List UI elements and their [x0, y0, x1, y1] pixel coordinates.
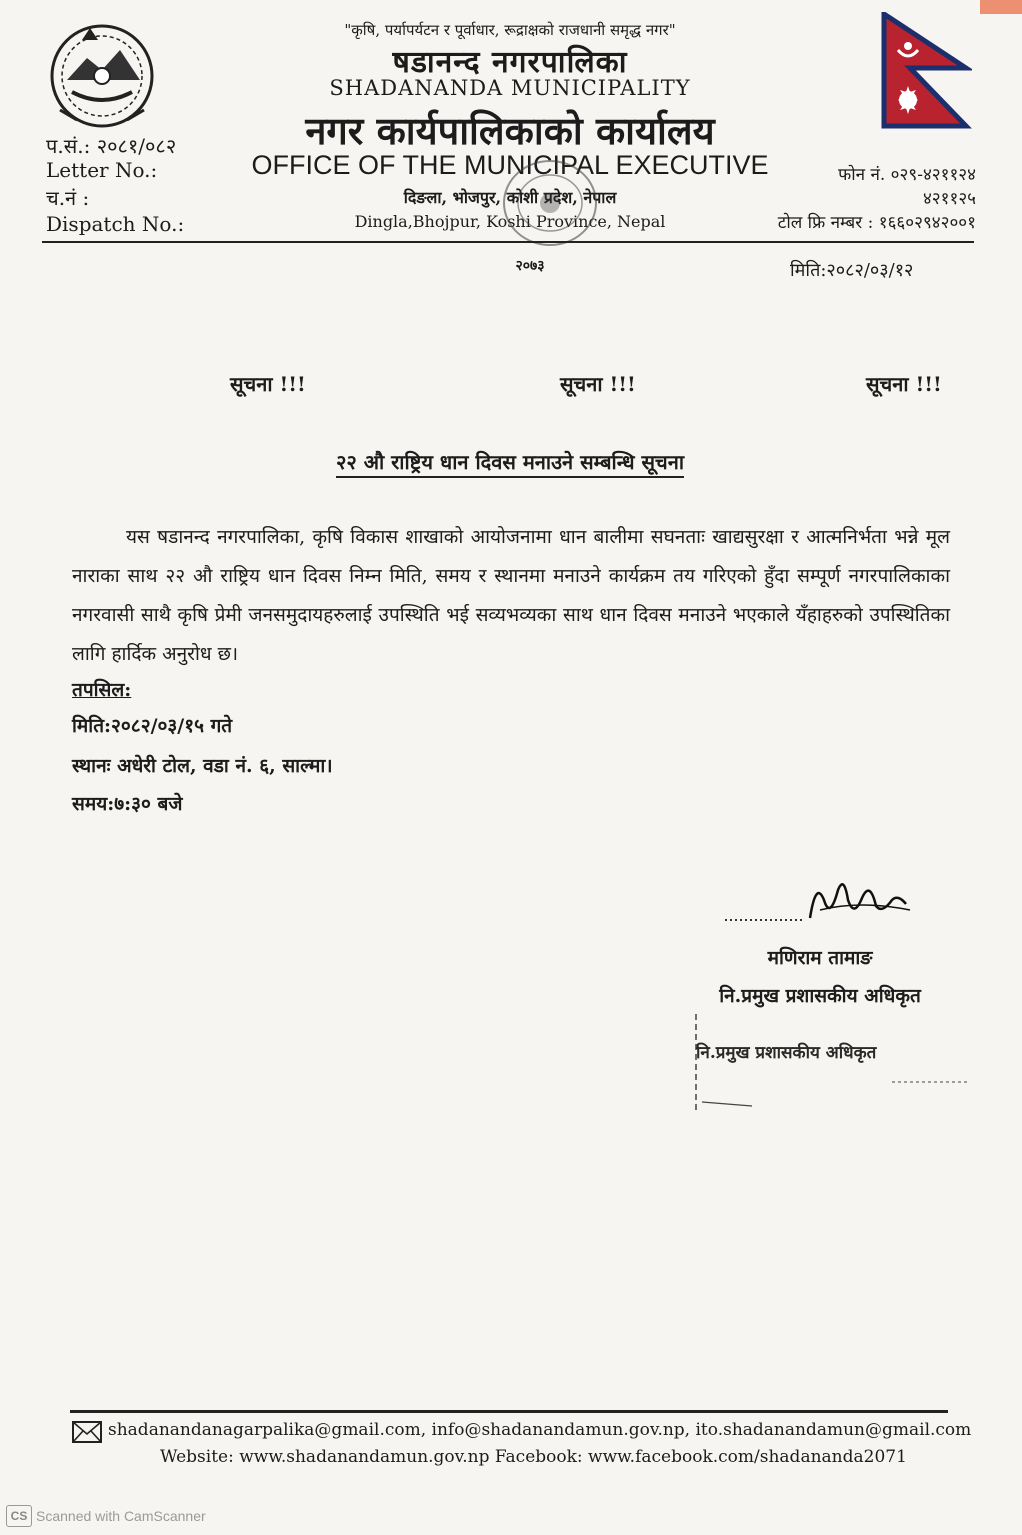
slogan: "कृषि, पर्यापर्यटन र पूर्वाधार, रूद्राक्षको राजधानी समृद्ध नगर": [344, 21, 676, 39]
office-name-english: OFFICE OF THE MUNICIPAL EXECUTIVE: [251, 150, 769, 180]
footer-divider: [70, 1410, 948, 1413]
event-time: समय:७:३० बजे: [72, 793, 183, 815]
toll-free-number: टोल फ्रि नम्बर : १६६०२९४२००१: [777, 213, 976, 233]
office-name-nepali: नगर कार्यपालिकाको कार्यालय: [305, 108, 715, 153]
scan-corner-artifact: [980, 0, 1022, 14]
footer-web-links: Website: www.shadanandamun.gov.np Facebook: www.facebook.com/shadananda2071: [160, 1447, 907, 1467]
letter-date: मिति:२०८२/०३/१२: [790, 260, 914, 281]
details-title: तपसिल:: [72, 679, 132, 701]
signatory-title: नि.प्रमुख प्रशासकीय अधिकृत: [719, 985, 921, 1007]
municipality-emblem-icon: [42, 20, 162, 132]
camscanner-watermark: Scanned with CamScanner: [36, 1508, 206, 1524]
address-english: Dingla,Bhojpur, Koshi Province, Nepal: [354, 212, 666, 231]
municipality-name-nepali: षडानन्द नगरपालिका: [392, 45, 628, 80]
footer-emails: shadanandanagarpalika@gmail.com, info@shadanandamun.gov.np, ito.shadanandamun@gmail.com: [108, 1420, 972, 1440]
notice-heading-left: सूचना !!!: [230, 372, 306, 396]
established-year: २०७३: [515, 258, 545, 274]
address-nepali: दिङला, भोजपुर, कोशी प्रदेश, नेपाल: [403, 188, 617, 207]
dispatch-number-nepali: च.नं :: [46, 186, 90, 210]
dispatch-number-label: Dispatch No.:: [46, 212, 185, 236]
subject-text: २२ औ राष्ट्रिय धान दिवस मनाउने सम्बन्धि सूचना: [336, 450, 684, 478]
letter-number-label: Letter No.:: [46, 158, 158, 182]
notice-heading-right: सूचना !!!: [866, 372, 942, 396]
mail-icon: [72, 1421, 102, 1443]
handwritten-signature-icon: [720, 870, 920, 930]
header-divider: [42, 241, 974, 243]
phone-number-1: फोन नं. ०२९-४२११२४: [838, 165, 976, 185]
event-date: मिति:२०८२/०३/१५ गते: [72, 715, 233, 737]
phone-number-2: ४२११२५: [922, 189, 976, 209]
signatory-name: मणिराम तामाङ: [767, 947, 873, 969]
event-place: स्थानः अधेरी टोल, वडा नं. ६, साल्मा।: [72, 755, 333, 777]
nepal-flag-icon: [880, 12, 972, 130]
stamp-title: नि.प्रमुख प्रशासकीय अधिकृत: [696, 1043, 877, 1063]
body-paragraph: यस षडानन्द नगरपालिका, कृषि विकास शाखाको आयोजनामा धान बालीमा सघनताः खाद्यसुरक्षा र आत्मनिर्भता भन्ने मूल नाराका साथ २२ औ राष्ट्रिय धान दिवस निम्न मिति, समय र स्थानमा मनाउने कार्यक्रम तय गरिएको हुँदा सम्पूर्ण नगरपालिकाका नगरवासी साथै कृषि प्रेमी जनसमुदायहरुलाई उपस्थिति भई सव्यभव्यका साथ धान दिवस मनाउने भएकाले यँहाहरुको उपस्थितिका लागि हार्दिक अनुरोध छ।: [72, 526, 950, 665]
letter-number-nepali: प.सं.: २०८१/०८२: [46, 134, 177, 158]
notice-heading-center: सूचना !!!: [560, 372, 636, 396]
camscanner-logo: CS: [6, 1505, 32, 1527]
subject-line: [200, 448, 820, 475]
signature-stamp-outline-icon: [692, 1010, 972, 1120]
municipality-name-english: SHADANANDA MUNICIPALITY: [329, 76, 691, 100]
